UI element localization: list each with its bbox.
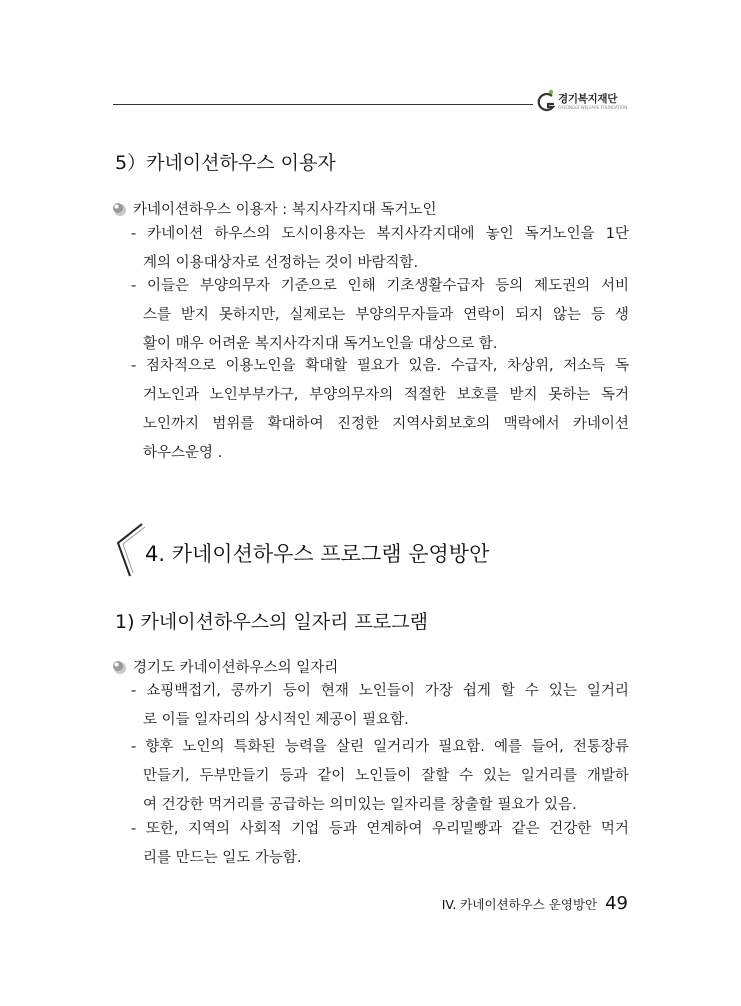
word: -: [131, 226, 137, 242]
line: [131, 220, 629, 249]
word: 수: [459, 768, 474, 784]
word: 서비: [600, 278, 629, 294]
word: 않는: [553, 307, 582, 323]
word: 먹거: [600, 821, 629, 837]
line: [131, 410, 629, 439]
word: 있는: [548, 683, 577, 699]
word: 또한,: [145, 821, 179, 837]
word: 저소득: [563, 358, 606, 374]
line-text: [131, 352, 629, 381]
word: 하우스의: [214, 226, 271, 242]
word: 진정한: [336, 416, 379, 432]
header-rule: [113, 104, 533, 105]
word: 스를: [143, 307, 172, 323]
word: 쉽게: [462, 683, 491, 699]
chapter-title: 4. 카네이션하우스 프로그램 운영방안: [145, 542, 490, 566]
foundation-logo: [536, 88, 631, 118]
word: 들어,: [531, 739, 564, 755]
list-item: [131, 220, 629, 278]
word: 노인들이: [355, 768, 412, 784]
word: 건강한: [549, 821, 592, 837]
word: -: [131, 821, 137, 837]
word: -: [131, 683, 137, 699]
word: 능력을: [284, 739, 327, 755]
word: 예를: [494, 739, 523, 755]
line: [131, 352, 629, 381]
word: 쇼핑백접기,: [146, 683, 221, 699]
word: 지역의: [188, 821, 231, 837]
word: 등과: [279, 768, 308, 784]
word: 독거노인을: [524, 226, 595, 242]
word: 제도권의: [534, 278, 591, 294]
word: 같이: [317, 768, 346, 784]
word: 있음.: [408, 358, 442, 374]
word: 우리밀빵과: [432, 821, 503, 837]
word: 살린: [335, 739, 364, 755]
line: [131, 439, 629, 468]
word: 확대하여: [267, 416, 324, 432]
line-text: 하우스운영 .: [143, 445, 223, 461]
word: 노인들이: [358, 683, 415, 699]
logo-text: 경기복지재단: [558, 93, 618, 105]
word: 연락이: [463, 307, 506, 323]
word: 적절한: [403, 387, 446, 403]
line-text: [143, 301, 629, 330]
word: 놓인: [485, 226, 514, 242]
section-heading: 5）카네이션하우스 이용자: [115, 152, 336, 174]
line-text: [131, 733, 629, 762]
bullet-icon: [111, 201, 127, 217]
word: 1단: [605, 226, 629, 242]
bullet-item: [111, 656, 338, 677]
word: 점차적으로: [145, 358, 216, 374]
word: 받지: [509, 387, 538, 403]
word: 차상위,: [507, 358, 554, 374]
page-number: 49: [605, 893, 628, 914]
logo-subtext: GYEONGGI WELFARE FOUNDATION: [558, 105, 628, 110]
list-item: [131, 352, 629, 468]
word: 사회적: [239, 821, 282, 837]
word: 등과: [328, 821, 357, 837]
word: 등의: [495, 278, 524, 294]
line-text: [143, 762, 629, 791]
line: [131, 762, 629, 791]
word: 노인부부가구,: [209, 387, 299, 403]
word: 할: [500, 683, 515, 699]
line-text: 리를 만드는 일도 가능함.: [143, 850, 302, 866]
line: [131, 815, 629, 844]
word: 노인의: [182, 739, 225, 755]
word: 수: [524, 683, 539, 699]
word: 인해: [347, 278, 376, 294]
word: 기준으로: [280, 278, 337, 294]
line: [131, 272, 629, 301]
word: 독: [614, 358, 629, 374]
line: [131, 706, 629, 735]
footer-chapter-label: IV. 카네이션하우스 운영방안: [441, 897, 598, 912]
word: 현재: [320, 683, 349, 699]
list-item: [131, 677, 629, 735]
word: 필요함.: [438, 739, 485, 755]
word: 범위를: [212, 416, 255, 432]
word: 카네이션: [572, 416, 629, 432]
word: 기초생활수급자: [386, 278, 485, 294]
word: 확대할: [305, 358, 348, 374]
line: [131, 677, 629, 706]
word: 지역사회보호의: [392, 416, 491, 432]
line: [131, 301, 629, 330]
word: 있는: [483, 768, 512, 784]
word: 도시이용자는: [281, 226, 366, 242]
word: 거노인과: [143, 387, 200, 403]
line-text: [143, 381, 629, 410]
line-text: 로 이들 일자리의 상시적인 제공이 필요함.: [143, 712, 409, 728]
word: -: [131, 278, 137, 294]
word: 일거리가: [373, 739, 430, 755]
line: [131, 844, 629, 873]
chapter-title-block: [114, 521, 534, 581]
word: 실제로는: [289, 307, 346, 323]
word: 이용노인을: [225, 358, 296, 374]
word: 전통장류: [572, 739, 629, 755]
logo-mark-icon: [536, 88, 558, 116]
word: 부양의무자의: [309, 387, 394, 403]
word: 생: [614, 307, 629, 323]
word: 일거리: [586, 683, 629, 699]
word: 못하는: [548, 387, 591, 403]
line-text: [131, 677, 629, 706]
word: 부양의무자들과: [355, 307, 454, 323]
word: 특화된: [233, 739, 276, 755]
word: 이들은: [147, 278, 190, 294]
word: 개발하: [586, 768, 629, 784]
word: 콩까기: [230, 683, 273, 699]
word: 되지: [515, 307, 544, 323]
word: 연계하여: [366, 821, 423, 837]
word: 두부만들기: [199, 768, 270, 784]
word: 향후: [145, 739, 174, 755]
line-text: 활이 매우 어려운 복지사각지대 독거노인을 대상으로 함.: [143, 336, 498, 352]
line: [131, 381, 629, 410]
line-text: [131, 272, 629, 301]
word: 보호를: [456, 387, 499, 403]
word: -: [131, 358, 137, 374]
line-text: 계의 이용대상자로 선정하는 것이 바람직함.: [143, 255, 419, 271]
word: 못하지만,: [218, 307, 280, 323]
word: 등: [590, 307, 605, 323]
word: 수급자,: [450, 358, 498, 374]
word: 등이: [282, 683, 311, 699]
word: 기업: [291, 821, 320, 837]
word: 일거리를: [520, 768, 577, 784]
word: 잘할: [421, 768, 450, 784]
bullet-text: 경기도 카네이션하우스의 일자리: [133, 660, 339, 676]
bullet-text: 카네이션하우스 이용자 : 복지사각지대 독거노인: [133, 202, 437, 218]
list-item: [131, 733, 629, 820]
bullet-icon: [111, 659, 127, 675]
list-item: [131, 272, 629, 359]
word: 만들기,: [143, 768, 190, 784]
word: 카네이션: [147, 226, 204, 242]
page-footer: [442, 893, 628, 914]
line-text: [143, 410, 629, 439]
word: 독거: [600, 387, 629, 403]
word: 받지: [180, 307, 209, 323]
line-text: 여 건강한 먹거리를 공급하는 의미있는 일자리를 창출할 필요가 있음.: [143, 797, 577, 813]
word: 노인까지: [143, 416, 200, 432]
word: 필요가: [356, 358, 399, 374]
line-text: [131, 815, 629, 844]
word: 가장: [424, 683, 453, 699]
word: -: [131, 739, 137, 755]
bullet-item: [111, 198, 436, 219]
word: 부양의무자: [199, 278, 270, 294]
line-text: [131, 220, 629, 249]
section-heading: 1) 카네이션하우스의 일자리 프로그램: [115, 611, 428, 633]
word: 복지사각지대에: [376, 226, 475, 242]
line: [131, 733, 629, 762]
word: 맥락에서: [503, 416, 560, 432]
word: 같은: [511, 821, 540, 837]
list-item: [131, 815, 629, 873]
